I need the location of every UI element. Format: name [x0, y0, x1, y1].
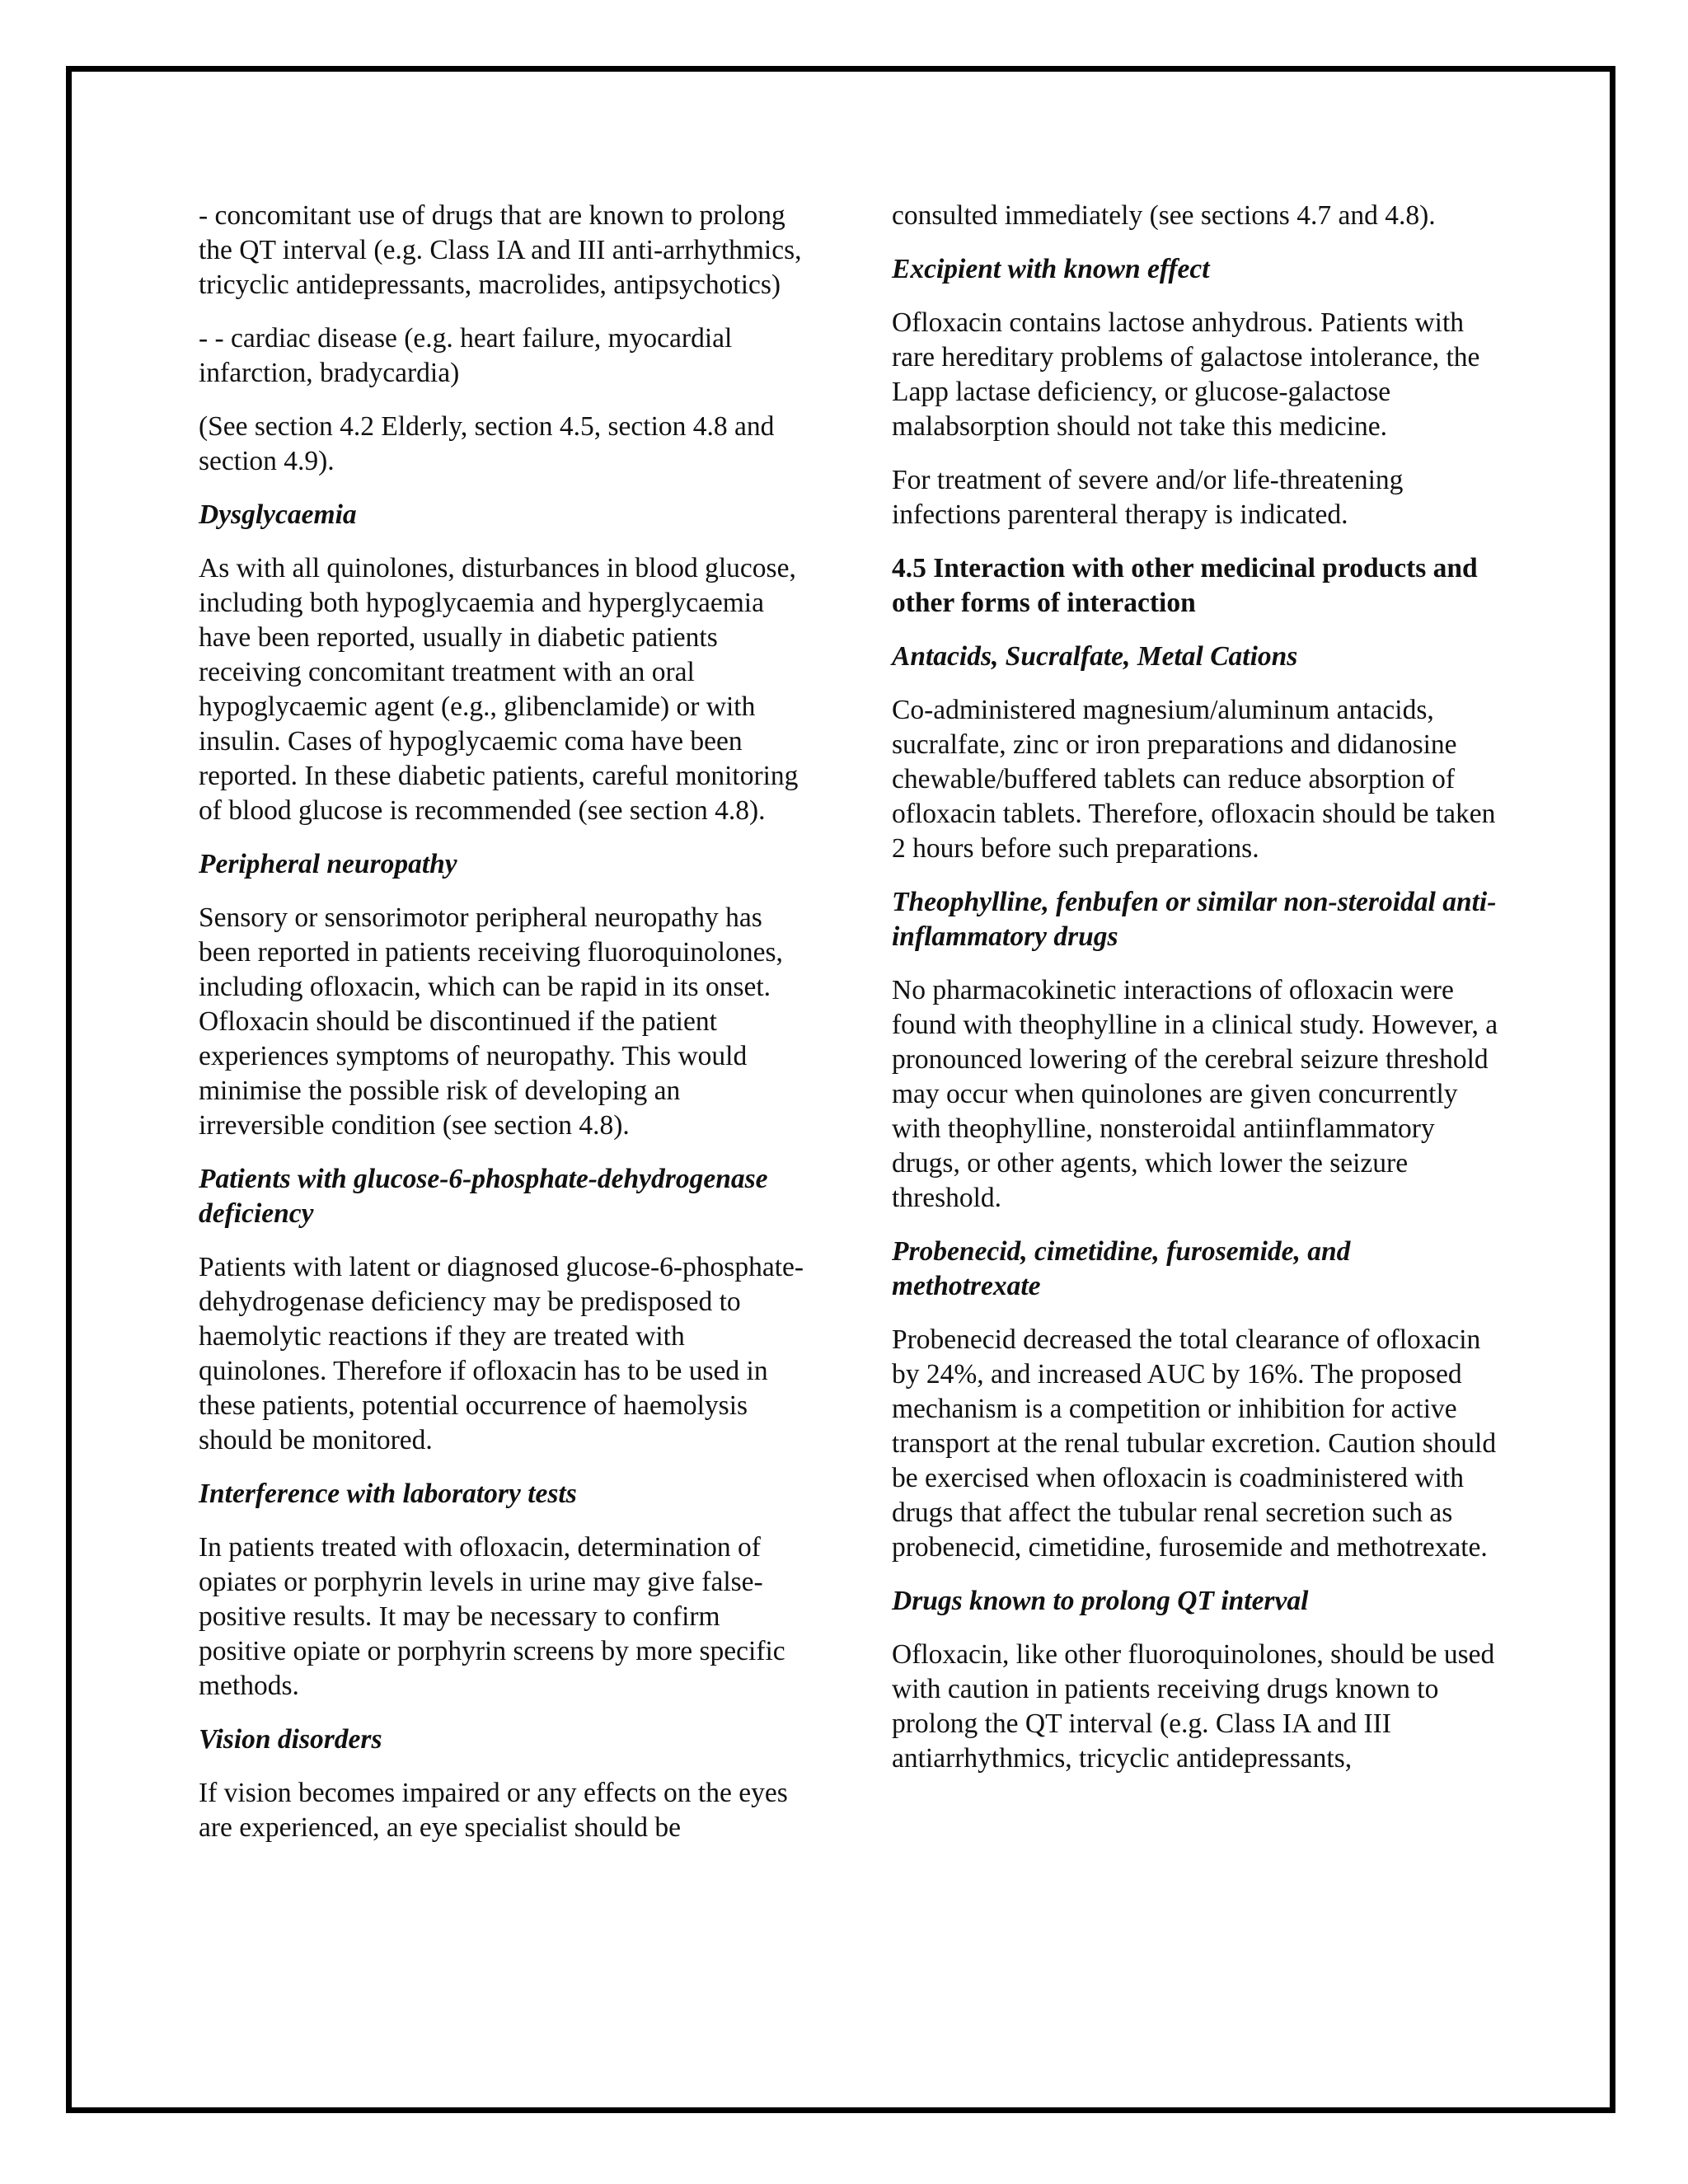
vision-continued-paragraph: consulted immediately (see sections 4.7 and 4.8). [892, 200, 1436, 231]
antacids-paragraph: Co-administered magnesium/aluminum antacids, sucralfate, zinc or iron preparations and didanosine chewable/buffered tablets can reduce absorption of ofloxacin tablets. Therefore, ofloxacin should be taken 2 hours before such preparations. [892, 695, 1496, 864]
vision-paragraph: If vision becomes impaired or any effects on the eyes are experienced, an eye specialist should be [199, 1778, 788, 1843]
right-column [892, 199, 1506, 1795]
left-column [199, 199, 813, 1864]
neuropathy-paragraph: Sensory or sensorimotor peripheral neuropathy has been reported in patients receiving fluoroquinolones, including ofloxacin, which can be rapid in its onset. Ofloxacin should be discontinued if the patient experiences symptoms of neuropathy. This would minimise the possible risk of developing an irreversible condition (see section 4.8). [199, 902, 783, 1141]
lab-tests-paragraph: In patients treated with ofloxacin, determination of opiates or porphyrin levels in urine may give false-positive results. It may be necessary to confirm positive opiate or porphyrin screens by more specific methods. [199, 1532, 785, 1701]
probenecid-heading: Probenecid, cimetidine, furosemide, and methotrexate [892, 1236, 1351, 1301]
theophylline-paragraph: No pharmacokinetic interactions of ofloxacin were found with theophylline in a clinical study. However, a pronounced lowering of the cerebral seizure threshold may occur when quinolones are given concurrently with theophylline, nonsteroidal antiinflammatory drugs, or other agents, which lower the seizure threshold. [892, 975, 1498, 1213]
qt-drugs-item: - concomitant use of drugs that are known to prolong the QT interval (e.g. Class IA and III anti-arrhythmics, tricyclic antidepressants, macrolides, antipsychotics) [199, 200, 802, 300]
vision-heading: Vision disorders [199, 1724, 382, 1755]
qt-interval-paragraph: Ofloxacin, like other fluoroquinolones, should be used with caution in patients receiving drugs known to prolong the QT interval (e.g. Class IA and III antiarrhythmics, tricyclic antidepressants, [892, 1639, 1495, 1774]
section-4-5-heading: 4.5 Interaction with other medicinal products and other forms of interaction [892, 553, 1478, 618]
antacids-heading: Antacids, Sucralfate, Metal Cations [892, 641, 1298, 672]
cardiac-disease-item: - - cardiac disease (e.g. heart failure, myocardial infarction, bradycardia) [199, 323, 733, 388]
dysglycaemia-paragraph: As with all quinolones, disturbances in blood glucose, including both hypoglycaemia and hyperglycaemia have been reported, usually in diabetic patients receiving concomitant treatment with an oral hypoglycaemic agent (e.g., glibenclamide) or with insulin. Cases of hypoglycaemic coma have been reported. In these diabetic patients, careful monitoring of blood glucose is recommended (see section 4.8). [199, 553, 799, 826]
excipient-paragraph: Ofloxacin contains lactose anhydrous. Patients with rare hereditary problems of galactose intolerance, the Lapp lactase deficiency, or glucose-galactose malabsorption should not take this medicine. [892, 307, 1480, 442]
lab-tests-heading: Interference with laboratory tests [199, 1479, 577, 1509]
see-sections-note: (See section 4.2 Elderly, section 4.5, section 4.8 and section 4.9). [199, 411, 775, 476]
parenteral-paragraph: For treatment of severe and/or life-threatening infections parenteral therapy is indicated. [892, 465, 1404, 530]
excipient-heading: Excipient with known effect [892, 254, 1210, 284]
probenecid-paragraph: Probenecid decreased the total clearance of ofloxacin by 24%, and increased AUC by 16%. The proposed mechanism is a competition or inhibition for active transport at the renal tubular excretion. Caution should be exercised when ofloxacin is coadministered with drugs that affect the tubular renal secretion such as probenecid, cimetidine, furosemide and methotrexate. [892, 1324, 1497, 1563]
g6pd-heading: Patients with glucose-6-phosphate-dehydrogenase deficiency [199, 1164, 768, 1229]
g6pd-paragraph: Patients with latent or diagnosed glucose-6-phosphate-dehydrogenase deficiency may be predisposed to haemolytic reactions if they are treated with quinolones. Therefore if ofloxacin has to be used in these patients, potential occurrence of haemolysis should be monitored. [199, 1252, 804, 1455]
qt-interval-heading: Drugs known to prolong QT interval [892, 1586, 1309, 1616]
dysglycaemia-heading: Dysglycaemia [199, 499, 357, 530]
neuropathy-heading: Peripheral neuropathy [199, 849, 457, 879]
theophylline-heading: Theophylline, fenbufen or similar non-steroidal anti-inflammatory drugs [892, 887, 1497, 952]
